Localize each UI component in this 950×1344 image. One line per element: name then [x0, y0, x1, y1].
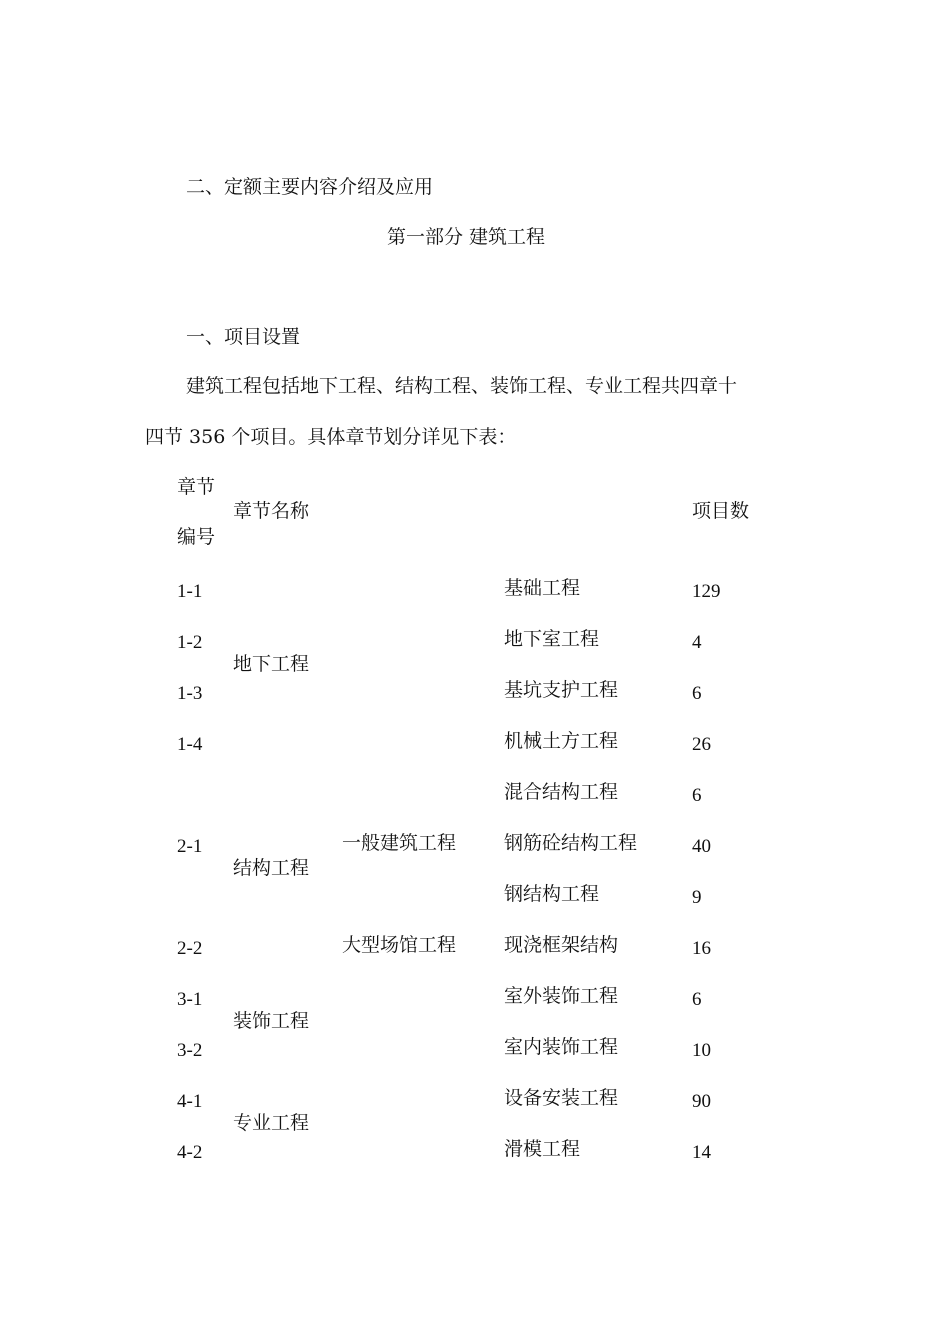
chapter-code: 1-4: [177, 734, 203, 755]
item-name: 现浇框架结构: [504, 934, 619, 956]
subcategory-name: 一般建筑工程: [342, 832, 457, 854]
item-count: 14: [692, 1142, 711, 1163]
chapter-code: 2-2: [177, 938, 203, 959]
subsection-heading: 一、项目设置: [186, 326, 301, 348]
header-code-line-1: 章节: [177, 476, 216, 498]
item-name: 钢筋砼结构工程: [504, 832, 638, 854]
item-name: 地下室工程: [504, 628, 600, 650]
chapter-name: 装饰工程: [233, 1010, 310, 1032]
intro-paragraph-line-2: 四节 356 个项目。具体章节划分详见下表：: [145, 426, 517, 448]
item-name: 设备安装工程: [504, 1087, 619, 1109]
chapter-name: 地下工程: [233, 653, 310, 675]
part-title: 第一部分 建筑工程: [387, 226, 546, 248]
chapter-code: 2-1: [177, 836, 203, 857]
subcategory-name: 大型场馆工程: [342, 934, 457, 956]
chapter-name: 结构工程: [233, 857, 310, 879]
chapter-code: 1-2: [177, 632, 203, 653]
item-name: 基础工程: [504, 577, 581, 599]
chapter-code: 3-2: [177, 1040, 203, 1061]
header-code-line-2: 编号: [177, 526, 216, 548]
chapter-name: 专业工程: [233, 1112, 310, 1134]
chapter-code: 1-3: [177, 683, 203, 704]
item-name: 滑模工程: [504, 1138, 581, 1160]
item-name: 室外装饰工程: [504, 985, 619, 1007]
item-name: 室内装饰工程: [504, 1036, 619, 1058]
header-chapter-name: 章节名称: [233, 500, 310, 522]
chapter-code: 4-2: [177, 1142, 203, 1163]
item-count: 6: [692, 989, 702, 1010]
item-name: 机械土方工程: [504, 730, 619, 752]
item-count: 9: [692, 887, 702, 908]
item-count: 129: [692, 581, 721, 602]
item-count: 26: [692, 734, 711, 755]
chapter-code: 1-1: [177, 581, 203, 602]
chapter-code: 3-1: [177, 989, 203, 1010]
item-count: 90: [692, 1091, 711, 1112]
item-count: 6: [692, 785, 702, 806]
item-name: 钢结构工程: [504, 883, 600, 905]
section-heading: 二、定额主要内容介绍及应用: [186, 176, 434, 198]
item-name: 基坑支护工程: [504, 679, 619, 701]
item-name: 混合结构工程: [504, 781, 619, 803]
chapter-code: 4-1: [177, 1091, 203, 1112]
item-count: 4: [692, 632, 702, 653]
header-item-count: 项目数: [692, 500, 750, 522]
item-count: 6: [692, 683, 702, 704]
item-count: 10: [692, 1040, 711, 1061]
intro-paragraph-line-1: 建筑工程包括地下工程、结构工程、装饰工程、专业工程共四章十: [186, 375, 738, 397]
item-count: 16: [692, 938, 711, 959]
item-count: 40: [692, 836, 711, 857]
